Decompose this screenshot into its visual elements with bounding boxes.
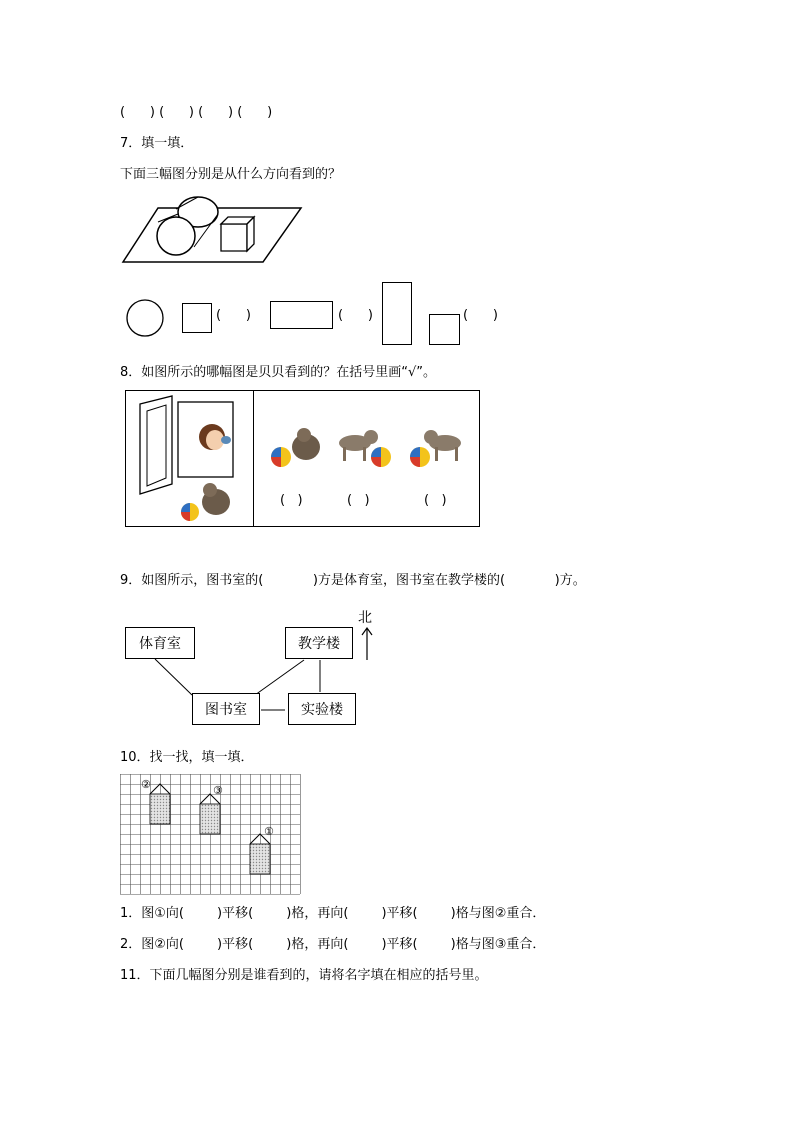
q8-title: 8．如图所示的哪幅图是贝贝看到的？在括号里画“√”。 [120, 365, 437, 380]
answer-blanks-row: ( ) ( ) ( ) ( ) [120, 105, 273, 120]
q11-title: 11．下面几幅图分别是谁看到的，请将名字填在相应的括号里。 [120, 968, 488, 983]
room-teaching-building: 教学楼 [285, 627, 353, 659]
q8-option-1 [268, 425, 328, 470]
q7-blank-1: ( ) [216, 308, 251, 323]
fig-label-3: ③ [213, 784, 223, 797]
q7-blank-2: ( ) [338, 308, 373, 323]
view-circle [126, 299, 166, 339]
q8-option-2 [333, 425, 398, 470]
q7-title: 7．填一填． [120, 136, 194, 151]
fig-label-2: ② [141, 778, 151, 791]
view-square-small [182, 303, 212, 333]
room-library: 图书室 [192, 693, 260, 725]
q9-question: 9．如图所示，图书室的( )方是体育室，图书室在教学楼的( )方。 [120, 573, 586, 588]
view-square [429, 314, 460, 345]
q10-line-2: 2．图②向( )平移( )格，再向( )平移( )格与图③重合． [120, 937, 546, 952]
q7-blank-3: ( ) [463, 308, 498, 323]
room-gym: 体育室 [125, 627, 195, 659]
q8-blank-2: ( ) [347, 493, 370, 508]
q10-title: 10．找一找，填一填． [120, 750, 254, 765]
room-lab-building: 实验楼 [288, 693, 356, 725]
q7-question: 下面三幅图分别是从什么方向看到的？ [120, 167, 342, 182]
view-rectangle-tall [382, 282, 412, 345]
view-rectangle-wide [270, 301, 333, 329]
q7-3d-figure [118, 192, 308, 268]
q8-window-scene [130, 394, 250, 524]
q10-line-1: 1．图①向( )平移( )格，再向( )平移( )格与图②重合． [120, 906, 546, 921]
q8-option-3 [405, 425, 470, 470]
q8-blank-1: ( ) [280, 493, 303, 508]
q8-divider [253, 390, 254, 527]
q8-blank-3: ( ) [424, 493, 447, 508]
north-label: 北 [358, 610, 372, 626]
fig-label-1: ① [264, 825, 274, 838]
